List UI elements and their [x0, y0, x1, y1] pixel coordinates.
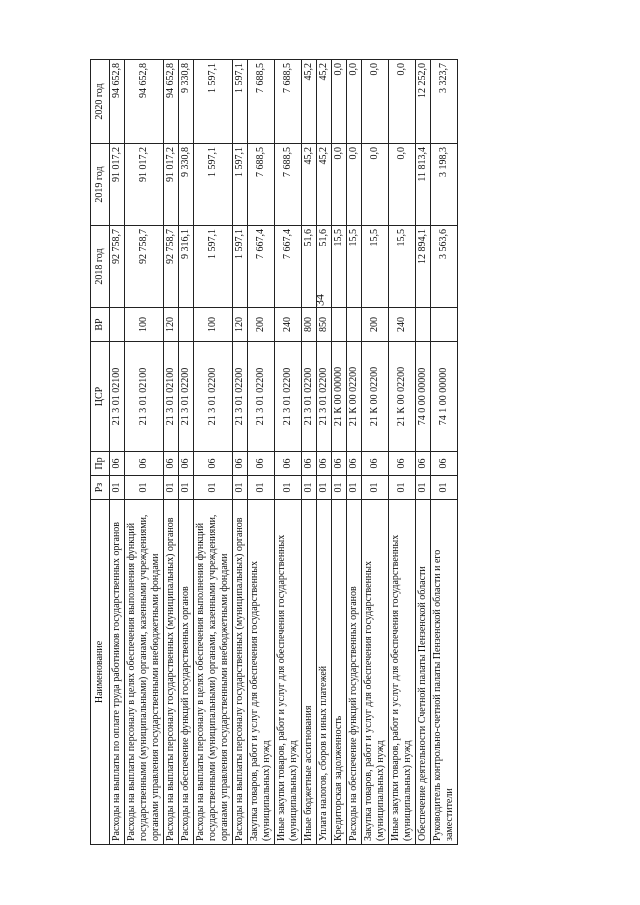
cell-csr: 74 1 00 00000 — [431, 342, 458, 452]
budget-table — [90, 59, 458, 845]
cell-pr: 06 — [275, 452, 302, 476]
cell-pr: 06 — [389, 452, 416, 476]
table-row — [179, 60, 194, 845]
cell-2019: 7 688,5 — [275, 144, 302, 226]
cell-2018: 7 667,4 — [248, 226, 275, 308]
table-row — [416, 60, 431, 845]
cell-pr: 06 — [179, 452, 194, 476]
cell-2020: 3 323,7 — [431, 60, 458, 144]
cell-csr: 21 3 01 02200 — [179, 342, 194, 452]
cell-csr: 21 К 00 02200 — [389, 342, 416, 452]
cell-pr: 06 — [110, 452, 125, 476]
table-row — [389, 60, 416, 845]
cell-2019: 11 813,4 — [416, 144, 431, 226]
cell-2018: 15,5 — [389, 226, 416, 308]
cell-rz: 01 — [347, 476, 362, 500]
cell-vr: 100 — [194, 308, 233, 342]
cell-csr: 21 3 01 02200 — [317, 342, 332, 452]
header-vr: ВР — [91, 308, 110, 342]
cell-vr — [332, 308, 347, 342]
cell-2018: 15,5 — [362, 226, 389, 308]
cell-2020: 0,0 — [347, 60, 362, 144]
cell-2019: 0,0 — [332, 144, 347, 226]
cell-2019: 3 198,3 — [431, 144, 458, 226]
cell-csr: 21 К 00 02200 — [347, 342, 362, 452]
cell-vr — [347, 308, 362, 342]
cell-2018: 15,5 — [332, 226, 347, 308]
cell-rz: 01 — [389, 476, 416, 500]
cell-2018: 12 894,1 — [416, 226, 431, 308]
cell-2018: 7 667,4 — [275, 226, 302, 308]
cell-vr: 240 — [389, 308, 416, 342]
table-row — [347, 60, 362, 845]
table-row — [362, 60, 389, 845]
cell-pr: 06 — [248, 452, 275, 476]
cell-name: Руководитель контрольно-счетной палаты Пензенской области и его заместители — [431, 500, 458, 845]
cell-pr: 06 — [302, 452, 317, 476]
cell-rz: 01 — [431, 476, 458, 500]
table-row — [125, 60, 164, 845]
cell-rz: 01 — [125, 476, 164, 500]
cell-2020: 94 652,8 — [110, 60, 125, 144]
cell-name: Иные бюджетные ассигнования — [302, 500, 317, 845]
cell-2018: 1 597,1 — [233, 226, 248, 308]
cell-name: Расходы на выплаты персоналу государственных (муниципальных) органов — [164, 500, 179, 845]
cell-vr — [431, 308, 458, 342]
cell-2020: 45,2 — [317, 60, 332, 144]
cell-name: Закупка товаров, работ и услуг для обеспечения государственных (муниципальных) нужд — [362, 500, 389, 845]
cell-name: Уплата налогов, сборов и иных платежей — [317, 500, 332, 845]
cell-2020: 94 652,8 — [164, 60, 179, 144]
cell-2018: 92 758,7 — [164, 226, 179, 308]
cell-2019: 0,0 — [389, 144, 416, 226]
cell-pr: 06 — [416, 452, 431, 476]
table-row — [110, 60, 125, 845]
cell-rz: 01 — [317, 476, 332, 500]
cell-rz: 01 — [110, 476, 125, 500]
cell-name: Закупка товаров, работ и услуг для обеспечения государственных (муниципальных) нужд — [248, 500, 275, 845]
cell-csr: 21 К 00 00000 — [332, 342, 347, 452]
cell-2019: 1 597,1 — [233, 144, 248, 226]
cell-vr: 850 — [317, 308, 332, 342]
cell-vr — [110, 308, 125, 342]
cell-2018: 51,6 — [317, 226, 332, 308]
table-row — [275, 60, 302, 845]
header-rz: Рз — [91, 476, 110, 500]
cell-2019: 91 017,2 — [110, 144, 125, 226]
cell-2019: 0,0 — [347, 144, 362, 226]
header-csr: ЦСР — [91, 342, 110, 452]
cell-pr: 06 — [317, 452, 332, 476]
cell-pr: 06 — [125, 452, 164, 476]
cell-2020: 0,0 — [389, 60, 416, 144]
cell-2019: 45,2 — [317, 144, 332, 226]
cell-csr: 21 3 01 02200 — [233, 342, 248, 452]
cell-csr: 21 3 01 02200 — [248, 342, 275, 452]
cell-2019: 7 688,5 — [248, 144, 275, 226]
cell-csr: 21 3 01 02100 — [110, 342, 125, 452]
cell-2020: 45,2 — [302, 60, 317, 144]
cell-name: Иные закупки товаров, работ и услуг для обеспечения государственных (муниципальных) нужд — [389, 500, 416, 845]
cell-vr: 240 — [275, 308, 302, 342]
cell-csr: 21 3 01 02200 — [275, 342, 302, 452]
cell-pr: 06 — [164, 452, 179, 476]
cell-2020: 0,0 — [362, 60, 389, 144]
cell-name: Расходы на обеспечение функций государственных органов — [347, 500, 362, 845]
cell-name: Обеспечение деятельности Счетной палаты Пензенской области — [416, 500, 431, 845]
cell-rz: 01 — [248, 476, 275, 500]
cell-pr: 06 — [431, 452, 458, 476]
cell-pr: 06 — [347, 452, 362, 476]
header-name: Наименование — [91, 500, 110, 845]
cell-rz: 01 — [179, 476, 194, 500]
cell-2020: 0,0 — [332, 60, 347, 144]
cell-name: Иные закупки товаров, работ и услуг для обеспечения государственных (муниципальных) нужд — [275, 500, 302, 845]
table-row — [302, 60, 317, 845]
cell-2019: 0,0 — [362, 144, 389, 226]
cell-2018: 1 597,1 — [194, 226, 233, 308]
table-row — [317, 60, 332, 845]
cell-csr: 74 0 00 00000 — [416, 342, 431, 452]
cell-rz: 01 — [302, 476, 317, 500]
table-row — [233, 60, 248, 845]
table-row — [194, 60, 233, 845]
cell-2020: 12 252,0 — [416, 60, 431, 144]
cell-rz: 01 — [332, 476, 347, 500]
cell-rz: 01 — [164, 476, 179, 500]
table-row — [332, 60, 347, 845]
cell-csr: 21 3 01 02100 — [125, 342, 164, 452]
page-number: 34 — [312, 294, 327, 306]
cell-csr: 21 3 01 02100 — [164, 342, 179, 452]
cell-rz: 01 — [233, 476, 248, 500]
cell-pr: 06 — [194, 452, 233, 476]
cell-name: Кредиторская задолженность — [332, 500, 347, 845]
cell-2020: 1 597,1 — [194, 60, 233, 144]
cell-name: Расходы на выплаты персоналу в целях обеспечения выполнения функций государственными (муниципальными) органами, казенными учреждениями, органами управления государственными внебюджетными фондами — [125, 500, 164, 845]
cell-csr: 21 3 01 02200 — [302, 342, 317, 452]
cell-vr — [179, 308, 194, 342]
cell-name: Расходы на выплаты по оплате труда работников государственных органов — [110, 500, 125, 845]
cell-rz: 01 — [194, 476, 233, 500]
cell-pr: 06 — [362, 452, 389, 476]
cell-2019: 9 330,8 — [179, 144, 194, 226]
budget-table-page — [90, 60, 605, 845]
cell-2018: 51,6 — [302, 226, 317, 308]
cell-2020: 9 330,8 — [179, 60, 194, 144]
cell-vr: 120 — [164, 308, 179, 342]
cell-vr: 200 — [362, 308, 389, 342]
cell-2020: 1 597,1 — [233, 60, 248, 144]
cell-2018: 3 563,6 — [431, 226, 458, 308]
table-header-row — [91, 60, 110, 845]
table-row — [248, 60, 275, 845]
cell-2019: 91 017,2 — [125, 144, 164, 226]
cell-pr: 06 — [332, 452, 347, 476]
cell-2018: 92 758,7 — [125, 226, 164, 308]
cell-rz: 01 — [275, 476, 302, 500]
cell-2019: 1 597,1 — [194, 144, 233, 226]
cell-2019: 91 017,2 — [164, 144, 179, 226]
cell-name: Расходы на выплаты персоналу в целях обеспечения выполнения функций государственными (муниципальными) органами, казенными учреждениями, органами управления государственными внебюджетными фондами — [194, 500, 233, 845]
cell-csr: 21 3 01 02200 — [194, 342, 233, 452]
table-row — [431, 60, 458, 845]
cell-csr: 21 К 00 02200 — [362, 342, 389, 452]
cell-2018: 9 316,1 — [179, 226, 194, 308]
table-row — [164, 60, 179, 845]
table-body — [110, 60, 458, 845]
cell-2020: 7 688,5 — [275, 60, 302, 144]
cell-vr: 200 — [248, 308, 275, 342]
cell-2018: 92 758,7 — [110, 226, 125, 308]
rotated-content — [90, 60, 605, 845]
cell-2019: 45,2 — [302, 144, 317, 226]
cell-name: Расходы на выплаты персоналу государственных (муниципальных) органов — [233, 500, 248, 845]
cell-vr: 100 — [125, 308, 164, 342]
cell-2020: 7 688,5 — [248, 60, 275, 144]
header-pr: Пр — [91, 452, 110, 476]
header-2019: 2019 год — [91, 144, 110, 226]
cell-rz: 01 — [416, 476, 431, 500]
cell-rz: 01 — [362, 476, 389, 500]
cell-pr: 06 — [233, 452, 248, 476]
header-2020: 2020 год — [91, 60, 110, 144]
cell-vr — [416, 308, 431, 342]
cell-2020: 94 652,8 — [125, 60, 164, 144]
cell-name: Расходы на обеспечение функций государственных органов — [179, 500, 194, 845]
cell-2018: 15,5 — [347, 226, 362, 308]
cell-vr: 800 — [302, 308, 317, 342]
header-2018: 2018 год — [91, 226, 110, 308]
cell-vr: 120 — [233, 308, 248, 342]
